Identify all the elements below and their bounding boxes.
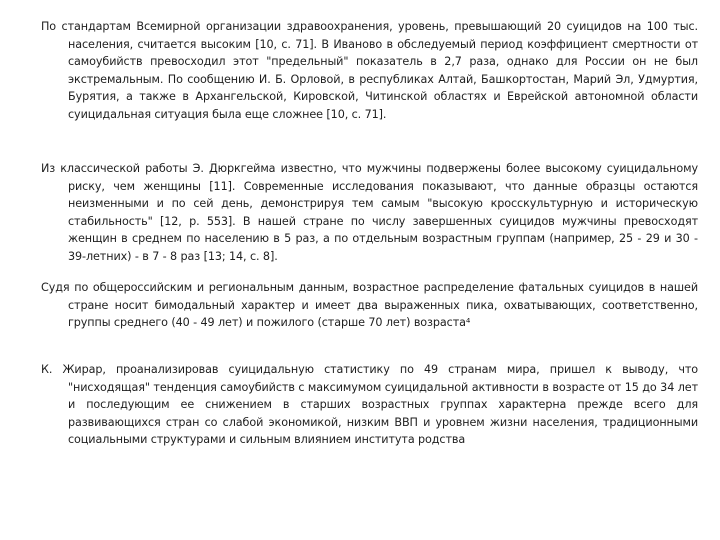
paragraph-girard-statistics: К. Жирар, проанализировав суицидальную статистику по 49 странам мира, пришел к выводу, что "нисходящая" тенденция самоубийств с максимумом суицидальной активности в возрасте от 15 до 34 лет и последующим ее снижением в старших возрастных группах характерна прежде всего для развивающихся стран со слабой экономикой, низким ВВП и уровнем жизни населения, традиционными социальными структурами и сильным влиянием института родства <box>41 363 698 446</box>
paragraph-age-distribution: Судя по общероссийским и региональным данным, возрастное распределение фатальных суицидов в нашей стране носит бимодальный характер и имеет два выраженных пика, охватывающих, соответственно, группы среднего (40 - 49 лет) и пожилого (старше 70 лет) возраста⁴ <box>41 281 698 329</box>
paragraph-who-standards: По стандартам Всемирной организации здравоохранения, уровень, превышающий 20 суицидов на 100 тыс. населения, считается высоким [10, с. 71]. В Иваново в обследуемый период коэффициент смертности от самоубийств превосходил этот "предельный" показатель в 2,7 раза, однако для России он не был экстремальным. По сообщению И. Б. Орловой, в республиках Алтай, Башкортостан, Марий Эл, Удмуртия, Бурятия, а также в Архангельской, Кировской, Читинской областях и Еврейской автономной области суицидальная ситуация была еще сложнее [10, с. 71]. <box>41 20 698 121</box>
paragraph-durkheim-gender: Из классической работы Э. Дюркгейма известно, что мужчины подвержены более высокому суицидальному риску, чем женщины [11]. Современные исследования показывают, что данные образцы остаются неизменными и по сей день, демонстрируя тем самым "высокую кросскультурную и историческую стабильность" [12, р. 553]. В нашей стране по числу завершенных суицидов мужчины превосходят женщин в среднем по населению в 5 раз, а по отдельным возрастным группам (например, 25 - 29 и 30 - 39-летних) - в 7 - 8 раз [13; 14, с. 8]. <box>41 162 698 263</box>
